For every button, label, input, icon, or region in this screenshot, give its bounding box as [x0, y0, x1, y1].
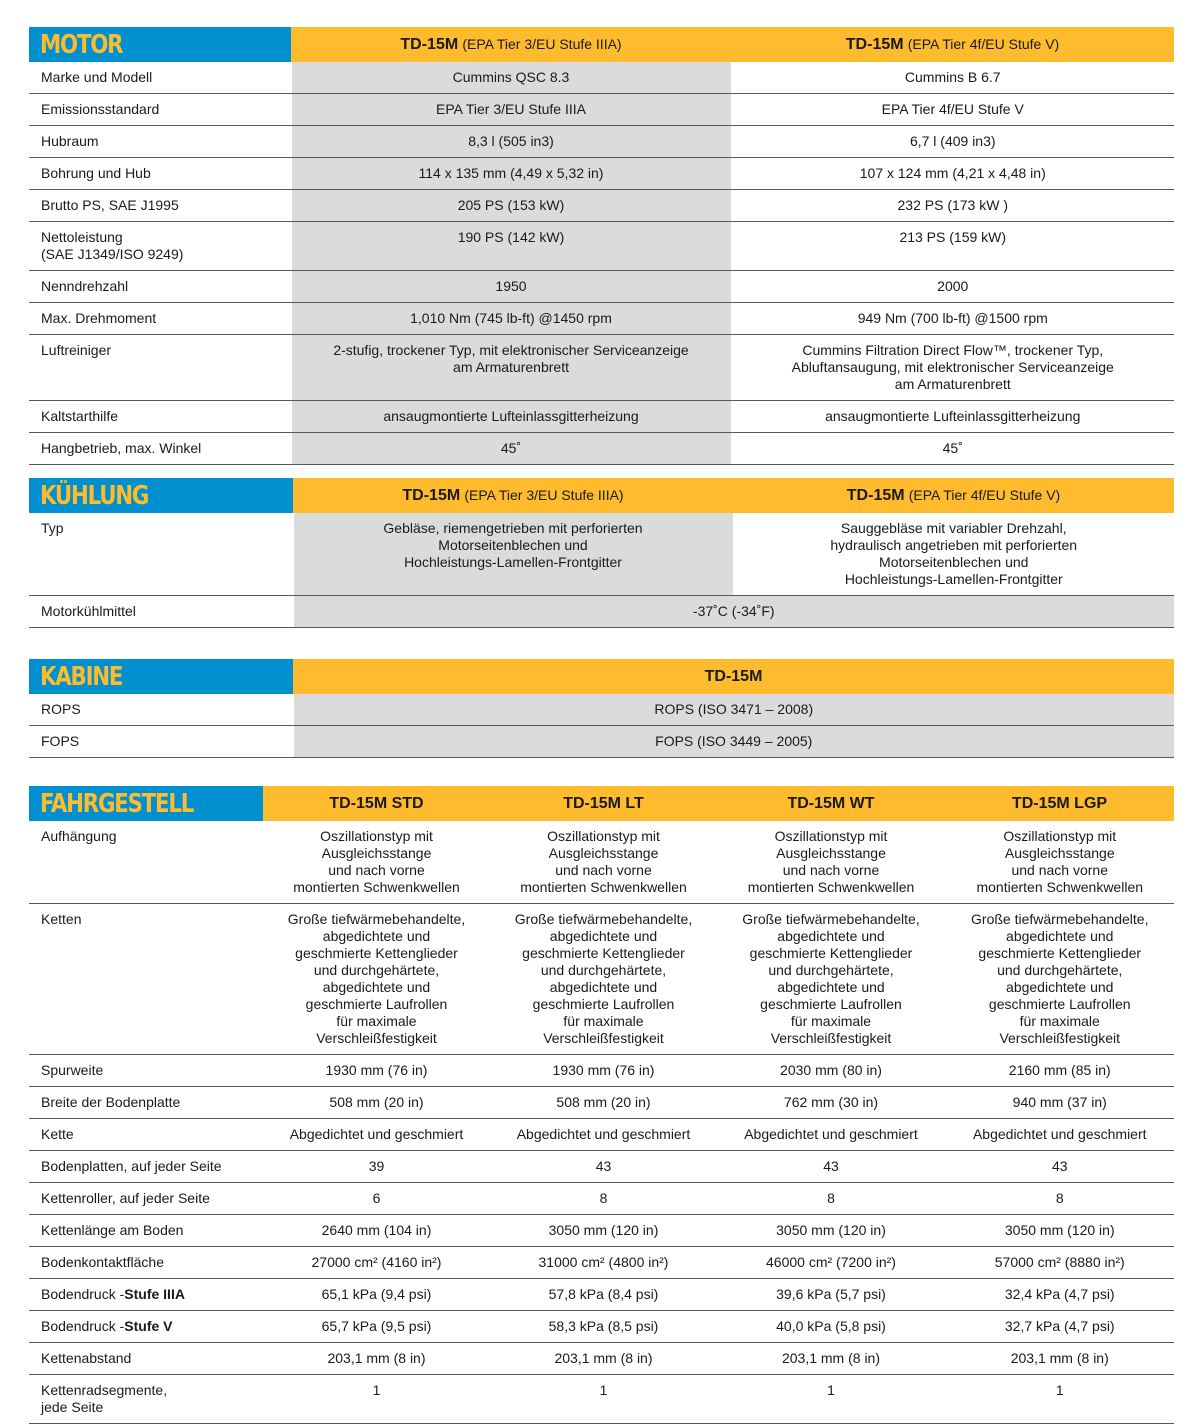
- cell-value: Abgedichtet und geschmiert: [945, 1119, 1174, 1151]
- cell-value: 6,7 l (409 in3): [731, 126, 1174, 158]
- cell-value: Abgedichtet und geschmiert: [490, 1119, 717, 1151]
- row-label-bold: Stufe V: [124, 1318, 173, 1334]
- row-label: Bohrung und Hub: [29, 158, 291, 190]
- kuehlung-section: [29, 478, 1174, 628]
- section-title: KÜHLUNG: [29, 478, 293, 513]
- row-label-text: Bodendruck -: [41, 1318, 125, 1334]
- fahrgestell-header: [29, 786, 1174, 821]
- cell-value: EPA Tier 3/EU Stufe IIIA: [291, 94, 731, 126]
- cell-value: 65,1 kPa (9,4 psi): [263, 1279, 490, 1311]
- cell-value: ROPS (ISO 3471 – 2008): [293, 694, 1174, 726]
- table-row: [29, 62, 1174, 94]
- motor-header: [29, 27, 1174, 62]
- cell-value: Oszillationstyp mit Ausgleichsstange und nach vorne montierten Schwenkwellen: [945, 821, 1174, 904]
- cell-value: 203,1 mm (8 in): [717, 1343, 945, 1375]
- cell-value: Große tiefwärmebehandelte, abgedichtete und geschmierte Kettenglieder und durchgehärtete, abgedichtete und geschmierte Laufrollen für maximale Verschleißfestigkeit: [945, 904, 1174, 1055]
- column-header: TD-15M (EPA Tier 4f/EU Stufe V): [731, 27, 1174, 62]
- row-label: [29, 1055, 263, 1087]
- table-row: [29, 1151, 1174, 1183]
- column-header: TD-15M (EPA Tier 4f/EU Stufe V): [733, 478, 1174, 513]
- row-label: Nettoleistung (SAE J1349/ISO 9249): [29, 222, 291, 271]
- cell-value: Cummins Filtration Direct Flow™, trockener Typ, Abluftansaugung, mit elektronischer Serviceanzeige am Armaturenbrett: [731, 335, 1174, 401]
- motor-section: [29, 27, 1174, 465]
- row-label-text: Bodenkontaktfläche: [41, 1254, 164, 1270]
- cell-value: Cummins B 6.7: [731, 62, 1174, 94]
- cell-value: Große tiefwärmebehandelte, abgedichtete und geschmierte Kettenglieder und durchgehärtete, abgedichtete und geschmierte Laufrollen für maximale Verschleißfestigkeit: [490, 904, 717, 1055]
- cell-value: 1950: [291, 271, 731, 303]
- row-label: Hangbetrieb, max. Winkel: [29, 433, 291, 465]
- cell-value: 508 mm (20 in): [490, 1087, 717, 1119]
- cell-value: 43: [945, 1151, 1174, 1183]
- table-row: [29, 1215, 1174, 1247]
- cell-value: -37˚C (-34˚F): [293, 596, 1174, 628]
- row-label: [29, 1247, 263, 1279]
- table-row: [29, 271, 1174, 303]
- motor-table: [29, 27, 1174, 465]
- table-row: [29, 1343, 1174, 1375]
- table-row: [29, 126, 1174, 158]
- row-label-text: Kette: [41, 1126, 74, 1142]
- kuehlung-table: [29, 478, 1174, 628]
- cell-value: 203,1 mm (8 in): [490, 1343, 717, 1375]
- row-label: Brutto PS, SAE J1995: [29, 190, 291, 222]
- column-header: TD-15M WT: [717, 786, 945, 821]
- table-row: [29, 1311, 1174, 1343]
- cell-value: 949 Nm (700 lb-ft) @1500 rpm: [731, 303, 1174, 335]
- kabine-table: [29, 659, 1174, 758]
- table-row: [29, 335, 1174, 401]
- cell-value: 2-stufig, trockener Typ, mit elektronischer Serviceanzeige am Armaturenbrett: [291, 335, 731, 401]
- row-label: Emissionsstandard: [29, 94, 291, 126]
- row-label: Nenndrehzahl: [29, 271, 291, 303]
- row-label-text: Kettenroller, auf jeder Seite: [41, 1190, 210, 1206]
- cell-value: 1: [490, 1375, 717, 1424]
- row-label-text: Spurweite: [41, 1062, 104, 1078]
- cell-value: 39: [263, 1151, 490, 1183]
- cell-value: ansaugmontierte Lufteinlassgitterheizung: [291, 401, 731, 433]
- cell-value: FOPS (ISO 3449 – 2005): [293, 726, 1174, 758]
- cell-value: 43: [717, 1151, 945, 1183]
- cell-value: 2640 mm (104 in): [263, 1215, 490, 1247]
- row-label: Typ: [29, 513, 293, 596]
- table-row: [29, 821, 1174, 904]
- cell-value: 57,8 kPa (8,4 psi): [490, 1279, 717, 1311]
- cell-value: 2030 mm (80 in): [717, 1055, 945, 1087]
- cell-value: Abgedichtet und geschmiert: [263, 1119, 490, 1151]
- row-label: [29, 1375, 263, 1424]
- column-header: TD-15M (EPA Tier 3/EU Stufe IIIA): [293, 478, 733, 513]
- cell-value: 1930 mm (76 in): [490, 1055, 717, 1087]
- cell-value: 8: [490, 1183, 717, 1215]
- cell-value: 205 PS (153 kW): [291, 190, 731, 222]
- row-label-bold: Stufe IIIA: [124, 1286, 185, 1302]
- table-row: [29, 1087, 1174, 1119]
- cell-value: 213 PS (159 kW): [731, 222, 1174, 271]
- table-row: [29, 694, 1174, 726]
- column-header: TD-15M LGP: [945, 786, 1174, 821]
- cell-value: 203,1 mm (8 in): [945, 1343, 1174, 1375]
- row-label: Motorkühlmittel: [29, 596, 293, 628]
- cell-value: 762 mm (30 in): [717, 1087, 945, 1119]
- row-label: [29, 821, 263, 904]
- row-label-text: Breite der Bodenplatte: [41, 1094, 181, 1110]
- section-title: KABINE: [29, 659, 293, 694]
- cell-value: 46000 cm² (7200 in²): [717, 1247, 945, 1279]
- cell-value: 45˚: [291, 433, 731, 465]
- row-label: [29, 1119, 263, 1151]
- row-label: [29, 1151, 263, 1183]
- table-row: [29, 1247, 1174, 1279]
- table-row: [29, 158, 1174, 190]
- fahrgestell-section: [29, 786, 1174, 1424]
- column-header: TD-15M LT: [490, 786, 717, 821]
- cell-value: 2000: [731, 271, 1174, 303]
- cell-value: 31000 cm² (4800 in²): [490, 1247, 717, 1279]
- table-row: [29, 726, 1174, 758]
- section-title: MOTOR: [29, 27, 291, 62]
- cell-value: 8,3 l (505 in3): [291, 126, 731, 158]
- cell-value: 40,0 kPa (5,8 psi): [717, 1311, 945, 1343]
- row-label: ROPS: [29, 694, 293, 726]
- table-row: [29, 433, 1174, 465]
- cell-value: 1930 mm (76 in): [263, 1055, 490, 1087]
- cell-value: 203,1 mm (8 in): [263, 1343, 490, 1375]
- row-label: Marke und Modell: [29, 62, 291, 94]
- row-label-text: Kettenlänge am Boden: [41, 1222, 184, 1238]
- cell-value: 6: [263, 1183, 490, 1215]
- cell-value: Große tiefwärmebehandelte, abgedichtete und geschmierte Kettenglieder und durchgehärtete, abgedichtete und geschmierte Laufrollen für maximale Verschleißfestigkeit: [263, 904, 490, 1055]
- table-row: [29, 401, 1174, 433]
- cell-value: 43: [490, 1151, 717, 1183]
- cell-value: 32,4 kPa (4,7 psi): [945, 1279, 1174, 1311]
- cell-value: 1: [717, 1375, 945, 1424]
- cell-value: EPA Tier 4f/EU Stufe V: [731, 94, 1174, 126]
- cell-value: 3050 mm (120 in): [717, 1215, 945, 1247]
- cell-value: 1,010 Nm (745 lb-ft) @1450 rpm: [291, 303, 731, 335]
- row-label: [29, 1279, 263, 1311]
- cell-value: 1: [945, 1375, 1174, 1424]
- cell-value: 2160 mm (85 in): [945, 1055, 1174, 1087]
- row-label: [29, 1215, 263, 1247]
- kabine-section: [29, 659, 1174, 758]
- table-row: [29, 94, 1174, 126]
- cell-value: 114 x 135 mm (4,49 x 5,32 in): [291, 158, 731, 190]
- row-label: Luftreiniger: [29, 335, 291, 401]
- row-label-text: Bodenplatten, auf jeder Seite: [41, 1158, 222, 1174]
- kabine-header: [29, 659, 1174, 694]
- row-label-text: Bodendruck -: [41, 1286, 125, 1302]
- cell-value: 27000 cm² (4160 in²): [263, 1247, 490, 1279]
- cell-value: Cummins QSC 8.3: [291, 62, 731, 94]
- cell-value: Abgedichtet und geschmiert: [717, 1119, 945, 1151]
- row-label: [29, 1087, 263, 1119]
- table-row: [29, 1279, 1174, 1311]
- table-row: [29, 1055, 1174, 1087]
- table-row: [29, 513, 1174, 596]
- cell-value: Sauggebläse mit variabler Drehzahl, hydraulisch angetrieben mit perforierten Motorseitenblechen und Hochleistungs-Lamellen-Frontgitter: [733, 513, 1174, 596]
- table-row: [29, 222, 1174, 271]
- table-row: [29, 1119, 1174, 1151]
- row-label: Hubraum: [29, 126, 291, 158]
- cell-value: 190 PS (142 kW): [291, 222, 731, 271]
- cell-value: 58,3 kPa (8,5 psi): [490, 1311, 717, 1343]
- cell-value: 3050 mm (120 in): [490, 1215, 717, 1247]
- cell-value: 1: [263, 1375, 490, 1424]
- cell-value: Große tiefwärmebehandelte, abgedichtete und geschmierte Kettenglieder und durchgehärtete, abgedichtete und geschmierte Laufrollen für maximale Verschleißfestigkeit: [717, 904, 945, 1055]
- cell-value: 57000 cm² (8880 in²): [945, 1247, 1174, 1279]
- table-row: [29, 1183, 1174, 1215]
- cell-value: 39,6 kPa (5,7 psi): [717, 1279, 945, 1311]
- cell-value: 45˚: [731, 433, 1174, 465]
- row-label-text: Kettenabstand: [41, 1350, 132, 1366]
- row-label: [29, 1311, 263, 1343]
- cell-value: Oszillationstyp mit Ausgleichsstange und nach vorne montierten Schwenkwellen: [490, 821, 717, 904]
- cell-value: Oszillationstyp mit Ausgleichsstange und nach vorne montierten Schwenkwellen: [263, 821, 490, 904]
- row-label: [29, 1343, 263, 1375]
- fahrgestell-table: [29, 786, 1174, 1424]
- cell-value: Gebläse, riemengetrieben mit perforierten Motorseitenblechen und Hochleistungs-Lamellen-Frontgitter: [293, 513, 733, 596]
- column-header: TD-15M STD: [263, 786, 490, 821]
- cell-value: ansaugmontierte Lufteinlassgitterheizung: [731, 401, 1174, 433]
- cell-value: 8: [945, 1183, 1174, 1215]
- table-row: [29, 904, 1174, 1055]
- cell-value: 3050 mm (120 in): [945, 1215, 1174, 1247]
- row-label: FOPS: [29, 726, 293, 758]
- table-row: [29, 190, 1174, 222]
- table-row: [29, 303, 1174, 335]
- cell-value: 232 PS (173 kW ): [731, 190, 1174, 222]
- table-row: [29, 596, 1174, 628]
- row-label: [29, 904, 263, 1055]
- column-header: TD-15M: [293, 659, 1174, 694]
- row-label: [29, 1183, 263, 1215]
- cell-value: 32,7 kPa (4,7 psi): [945, 1311, 1174, 1343]
- cell-value: 8: [717, 1183, 945, 1215]
- table-row: [29, 1375, 1174, 1424]
- cell-value: Oszillationstyp mit Ausgleichsstange und nach vorne montierten Schwenkwellen: [717, 821, 945, 904]
- cell-value: 107 x 124 mm (4,21 x 4,48 in): [731, 158, 1174, 190]
- cell-value: 508 mm (20 in): [263, 1087, 490, 1119]
- row-label: Kaltstarthilfe: [29, 401, 291, 433]
- column-header: TD-15M (EPA Tier 3/EU Stufe IIIA): [291, 27, 731, 62]
- row-label-text: Aufhängung: [41, 828, 117, 844]
- row-label-text: Ketten: [41, 911, 82, 927]
- kuehlung-header: [29, 478, 1174, 513]
- cell-value: 65,7 kPa (9,5 psi): [263, 1311, 490, 1343]
- section-title: FAHRGESTELL: [29, 786, 263, 821]
- cell-value: 940 mm (37 in): [945, 1087, 1174, 1119]
- row-label: Max. Drehmoment: [29, 303, 291, 335]
- row-label-text: Kettenradsegmente, jede Seite: [41, 1382, 168, 1415]
